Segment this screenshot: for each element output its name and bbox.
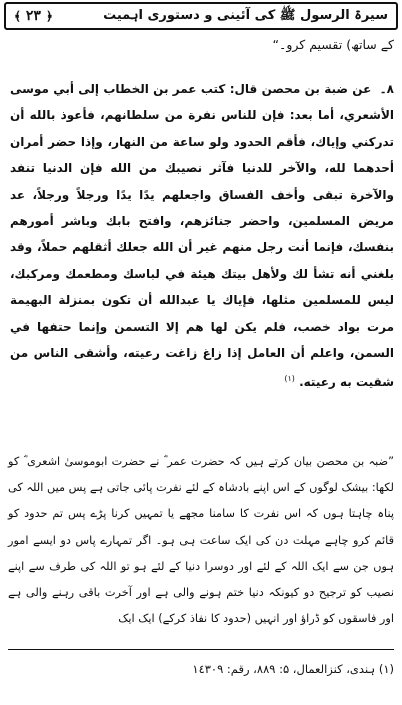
running-header-title: سیرۃ الرسول ﷺ کی آئینی و دستوری اہمیت — [103, 7, 388, 23]
hadith-block — [10, 76, 394, 396]
continuation-line: کے ساتھ) تقسیم کرو۔“ — [272, 37, 394, 52]
hadith-number: ٨۔ — [379, 82, 394, 96]
urdu-translation: ”ضبہ بن محصن بیان کرتے ہیں کہ حضرت عمر ؓ نے حضرت ابوموسیٰ اشعری ؓ کو لکھا: بیشک لوگوں کے اس اپنے بادشاہ کے لئے نفرت پائی جاتی ہے پس میں اللہ کی پناہ چاہتا ہوں کہ اس نفرت کا سامنا مجھے یا تمہیں کرنا پڑے پس تم حدود کو قائم کرو چاہے مہلت دن کی ایک ساعت ہی ہو۔ اگر تمہارے پاس دو ایسے امور ہوں جن سے ایک اللہ کے لئے اور دوسرا دنیا کے لئے ہو تو اللہ کی طرف سے اپنے نصیب کو ترجیح دو کیونکہ دنیا ختم ہونے والی ہے اور آخرت باقی رہنے والی ہے اور فاسقوں کو ڈراؤ اور انہیں (حدود کا نفاذ کرکے) ایک ایک — [8, 455, 394, 626]
footnote-reference: (١) ہندی، کنزالعمال، ۵: ٨٨٩، رقم: ١٤٣٠٩ — [192, 662, 394, 676]
hadith-arabic-text: عن ضبة بن محصن قال: كتب عمر بن الخطاب إلى أبي موسى الأشعري، أما بعد: فإن للناس نفرة من سلطانهم، فأعوذ بالله أن تدركني وإياك، فأقم الحدود ولو ساعة من النهار، وإذا حضر أمران أحدهما لله، والآخر للدنيا فآثر نصيبك من الله فإن الدنيا تنفد والآخرة تبقى وأخف الفساق واجعلهم يدًا يدًا ورجلاً ورجلاً، عد مريض المسلمين، واحضر جنائزهم، وافتح بابك وباشر أمورهم بنفسك، فإنما أنت رجل منهم غير أن الله جعلك أثقلهم حملاً، وقد بلغني أنه تشأ لك ولأهل بيتك هيئة في لباسك ومطعمك ومركبك، ليس للمسلمين مثلها، فإياك يا عبدالله أن تكون بمنزلة البهيمة مرت بواد خصب، فلم يكن لها هم إلا التسمن وإنما حتفها في السمن، واعلم أن العامل إذا زاغ زاغت رعيته، وأشقى الناس من شقيت به رعيته. — [10, 82, 394, 390]
ornament-left-glyph: ﴾ — [14, 9, 22, 23]
footnote-marker: (١) — [284, 374, 295, 384]
page-number: ٢٣ — [25, 8, 41, 24]
footnote-divider — [8, 649, 394, 650]
page-number-box — [14, 8, 53, 24]
running-header — [4, 2, 398, 30]
ornament-right-glyph: ﴿ — [45, 9, 53, 23]
